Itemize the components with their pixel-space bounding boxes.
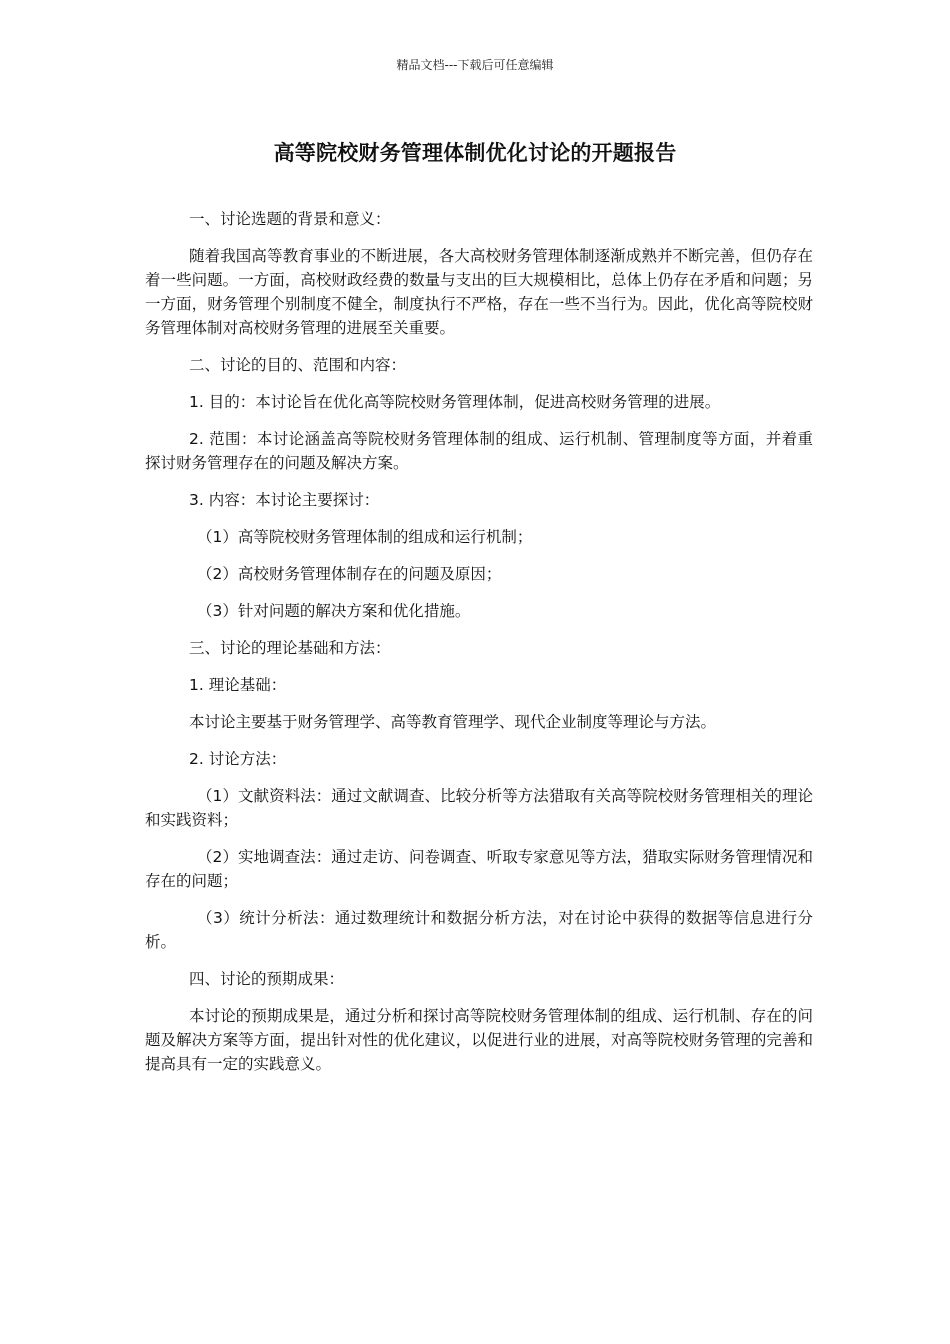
paragraph-theory-heading: 1. 理论基础： [189,676,287,694]
paragraph-expected-results: 本讨论的预期成果是，通过分析和探讨高等院校财务管理体制的组成、运行机制、存在的问题及解决方案等方面，提出针对性的优化建议，以促进行业的进展，对高等院校财务管理的完善和提高具有一定的实践意义。 [145,1007,813,1073]
page-header: 精品文档---下载后可任意编辑 [396,58,554,72]
paragraph-purpose: 1. 目的：本讨论旨在优化高等院校财务管理体制，促进高校财务管理的进展。 [189,393,721,411]
section-heading-background: 一、讨论选题的背景和意义： [189,210,391,228]
paragraph-content: 3. 内容：本讨论主要探讨： [189,491,380,509]
list-item: （2）高校财务管理体制存在的问题及原因； [197,565,502,583]
section-heading-theory-methods: 三、讨论的理论基础和方法： [189,639,391,657]
list-item: （3）针对问题的解决方案和优化措施。 [197,602,471,620]
paragraph-theory: 本讨论主要基于财务管理学、高等教育管理学、现代企业制度等理论与方法。 [189,713,717,731]
list-item: （2）实地调查法：通过走访、问卷调查、听取专家意见等方法，猎取实际财务管理情况和存在的问题； [145,848,813,890]
document-title: 高等院校财务管理体制优化讨论的开题报告 [273,141,677,165]
document-body [145,207,813,1089]
section-heading-expected-results: 四、讨论的预期成果： [189,970,345,988]
list-item: （1）文献资料法：通过文献调查、比较分析等方法猎取有关高等院校财务管理相关的理论和实践资料； [145,787,813,829]
list-item: （3）统计分析法：通过数理统计和数据分析方法，对在讨论中获得的数据等信息进行分析。 [145,909,813,951]
paragraph-methods-heading: 2. 讨论方法： [189,750,287,768]
paragraph-scope: 2. 范围：本讨论涵盖高等院校财务管理体制的组成、运行机制、管理制度等方面，并着重探讨财务管理存在的问题及解决方案。 [145,430,813,472]
paragraph-background: 随着我国高等教育事业的不断进展，各大高校财务管理体制逐渐成熟并不断完善，但仍存在着一些问题。一方面，高校财政经费的数量与支出的巨大规模相比，总体上仍存在矛盾和问题；另一方面，财务管理个别制度不健全，制度执行不严格，存在一些不当行为。因此，优化高等院校财务管理体制对高校财务管理的进展至关重要。 [145,247,813,337]
section-heading-purpose: 二、讨论的目的、范围和内容： [189,356,407,374]
list-item: （1）高等院校财务管理体制的组成和运行机制； [197,528,533,546]
